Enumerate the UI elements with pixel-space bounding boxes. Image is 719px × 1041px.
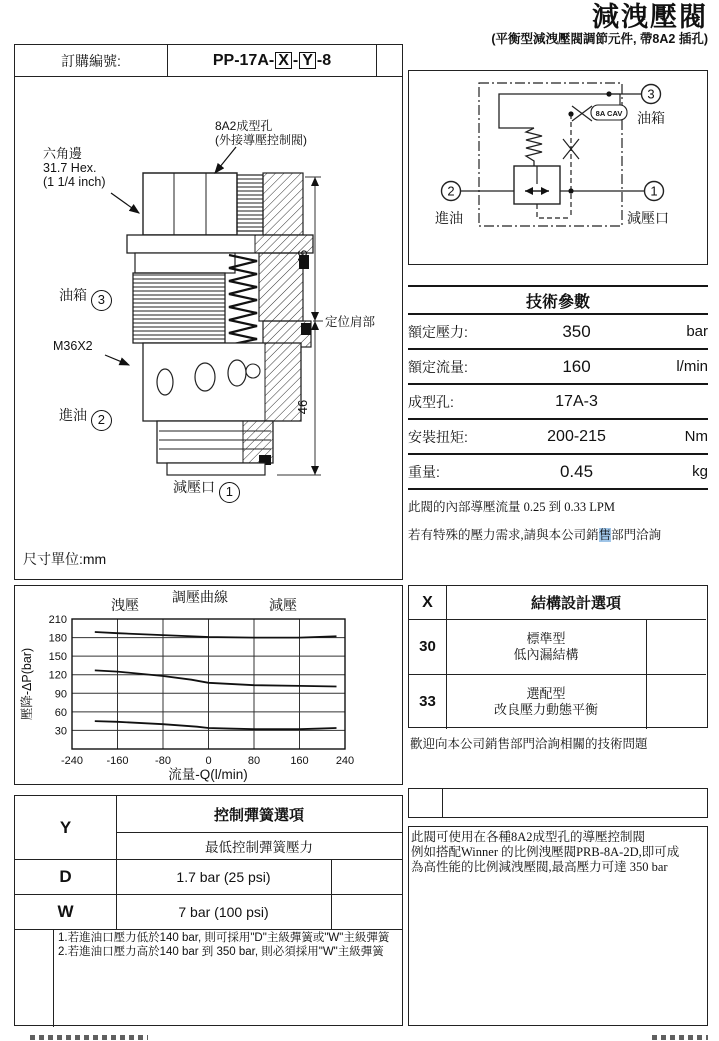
svg-text:30: 30 [54, 725, 67, 738]
shoulder-label: 定位肩部 [325, 315, 376, 329]
x-option-33-desc: 選配型 改良壓力動態平衡 [493, 685, 598, 717]
hydraulic-circuit-diagram [409, 71, 707, 263]
valve-drawing-box [14, 76, 403, 580]
spring-w-code: W [57, 901, 74, 921]
order-code-suffix: -8 [316, 51, 332, 69]
svg-text:90: 90 [54, 688, 67, 701]
units-label: 尺寸單位:mm [23, 551, 107, 567]
dim-46-top: 46 [295, 249, 310, 265]
chart-title: 調壓曲線 [172, 589, 228, 605]
cavity-callout: 8A2成型孔 (外接導壓控制閥) [215, 119, 307, 147]
spring-notes: 1.若進油口壓力低於140 bar, 則可採用"D"主級彈簧或"W"主級彈簧 2.若進油口壓力高於140 bar 到 350 bar, 則必須採用"W"主級彈簧 [58, 932, 390, 958]
sales-contact-note: 歡迎向本公司銷售部門洽詢相關的技術問題 [410, 737, 648, 751]
port3-circle: 3 [91, 290, 112, 311]
svg-text:160: 160 [290, 755, 309, 767]
x-letter: X [422, 593, 433, 611]
page-title: 減洩壓閥 [592, 2, 708, 32]
tech-row-weight: 重量: 0.45 kg [408, 455, 708, 490]
order-code-box [14, 44, 403, 77]
tech-row-pressure: 額定壓力: 350 bar [408, 315, 708, 350]
hex-callout: 六角邊 31.7 Hex. (1 1/4 inch) [43, 146, 106, 189]
spring-options-title: 控制彈簧選項 [213, 806, 304, 824]
spring-w-value: 7 bar (100 psi) [178, 903, 269, 920]
circuit-port2-label: 進油 [435, 210, 463, 226]
highlighted-char: 售 [598, 528, 612, 542]
chart-region-left: 洩壓 [111, 597, 139, 613]
circuit-port1-label: 減壓口 [627, 210, 669, 226]
svg-text:150: 150 [48, 651, 67, 664]
order-code-prefix: PP-17A- [212, 51, 275, 69]
svg-text:60: 60 [54, 706, 67, 719]
svg-text:80: 80 [247, 755, 261, 767]
footer-right-mark [652, 1035, 708, 1040]
circuit-port3-label: 油箱 [637, 110, 665, 126]
thread-size-label: M36X2 [53, 339, 93, 353]
svg-text:-80: -80 [155, 755, 171, 767]
port1-circle: 1 [219, 482, 240, 503]
chart-x-axis-label: 流量-Q(l/min) [168, 767, 248, 782]
x-option-30-code: 30 [419, 638, 436, 655]
performance-chart-box [14, 585, 403, 785]
dim-46-bottom: 46 [295, 399, 310, 415]
design-options-table [408, 585, 708, 728]
x-option-33-code: 33 [419, 693, 436, 710]
page-subtitle: (平衡型減洩壓閥調節元件, 帶8A2 插孔) [491, 32, 708, 46]
tech-row-torque: 安裝扭矩: 200-215 Nm [408, 420, 708, 455]
x-options-title: 結構設計選項 [530, 595, 621, 612]
circuit-diagram-box [408, 70, 708, 265]
circuit-port3-number: 3 [647, 86, 655, 102]
svg-text:-240: -240 [60, 755, 84, 767]
order-code-dash: - [292, 51, 299, 69]
port1-drawing-label: 減壓口 1 [173, 477, 240, 503]
circuit-port1-number: 1 [650, 183, 658, 199]
tech-row-cavity: 成型孔: 17A-3 [408, 385, 708, 420]
tech-note-2: 若有特殊的壓力需求,請與本公司銷售部門洽詢 [408, 528, 662, 542]
port2-circle: 2 [91, 410, 112, 431]
order-label: 訂購編號: [15, 45, 168, 76]
spring-d-value: 1.7 bar (25 psi) [176, 868, 271, 885]
bottom-right-small-row [408, 788, 708, 818]
chart-region-right: 減壓 [269, 597, 297, 613]
pressure-flow-chart [15, 586, 402, 783]
svg-text:240: 240 [335, 755, 355, 767]
order-code-x: X [275, 52, 292, 69]
order-empty-cell [377, 45, 402, 76]
pilot-valve-note-box [408, 826, 708, 1026]
spring-d-code: D [59, 866, 72, 886]
svg-text:120: 120 [48, 669, 67, 682]
svg-text:0: 0 [205, 755, 212, 767]
cav-label: 8A CAV [595, 109, 623, 118]
order-code-y: Y [299, 52, 316, 69]
tech-row-flow: 額定流量: 160 l/min [408, 350, 708, 385]
tech-note-1: 此閥的內部導壓流量 0.25 到 0.33 LPM [408, 500, 615, 514]
spring-options-subtitle: 最低控制彈簧壓力 [205, 839, 313, 855]
footer-left-mark [30, 1035, 148, 1040]
spring-options-table [14, 795, 403, 1026]
spring-letter-y: Y [59, 817, 72, 837]
svg-text:-160: -160 [106, 755, 129, 767]
x-option-30-desc: 標準型 低內漏結構 [513, 630, 579, 662]
pilot-valve-note: 此閥可使用在各種8A2成型孔的導壓控制閥 例如搭配Winner 的比例洩壓閥PRB-8A-2D,即可成 為高性能的比例減洩壓閥,最高壓力可達 350 bar [411, 830, 680, 874]
tech-params-section [408, 285, 708, 543]
tech-params-title: 技術參數 [408, 285, 708, 315]
order-code [168, 45, 377, 76]
port3-drawing-label: 油箱 3 [59, 285, 112, 311]
port2-drawing-label: 進油 2 [59, 405, 112, 431]
svg-text:180: 180 [48, 632, 67, 645]
chart-y-axis-label: 壓降-ΔP(bar) [20, 647, 34, 721]
circuit-port2-number: 2 [447, 183, 455, 199]
svg-text:210: 210 [48, 614, 67, 626]
